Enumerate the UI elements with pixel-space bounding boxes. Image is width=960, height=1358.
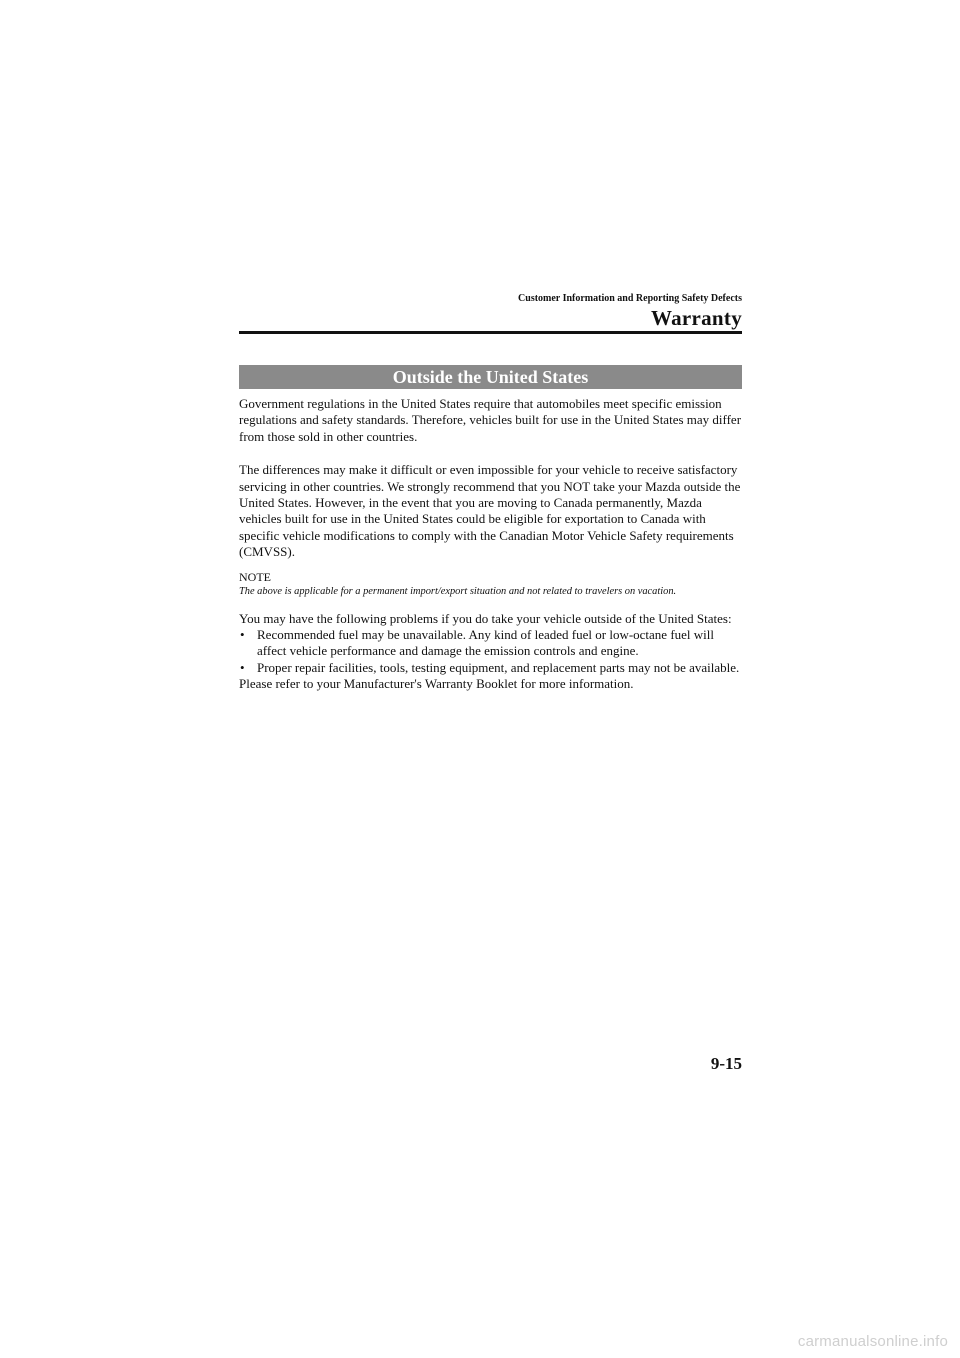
body-content: [239, 396, 742, 693]
section-title: Warranty: [650, 306, 742, 330]
topic-banner: Outside the United States: [239, 365, 742, 389]
note-label: NOTE: [239, 569, 271, 584]
list-item-text: Recommended fuel may be unavailable. Any kind of leaded fuel or low-octane fuel will affect vehicle performance and damage the emission controls and engine.: [257, 627, 715, 659]
watermark-text: carmanualsonline.info: [797, 1333, 948, 1350]
differences-paragraph: The differences may make it difficult or even impossible for your vehicle to receive satisfactory servicing in other countries. We strongly recommend that you NOT take your Mazda outside the United States. However, in the event that you are moving to Canada permanently, Mazda vehicles built for use in the United States could be eligible for exportation to Canada with specific vehicle modifications to comply with the Canadian Motor Vehicle Safety requirements (CMVSS).: [239, 462, 741, 560]
closing-paragraph: Please refer to your Manufacturer's Warranty Booklet for more information.: [239, 676, 634, 692]
intro-paragraph: Government regulations in the United States require that automobiles meet specific emission regulations and safety standards. Therefore, vehicles built for use in the United States may differ from those sold in other countries.: [239, 396, 742, 444]
list-item: [239, 627, 742, 660]
page-number: 9-15: [710, 1054, 742, 1073]
chapter-title: Customer Information and Reporting Safety Defects: [518, 293, 742, 304]
note-text: The above is applicable for a permanent import/export situation and not related to travelers on vacation.: [239, 585, 677, 597]
page-header: [239, 293, 742, 330]
header-divider: [239, 331, 742, 334]
problems-paragraph: You may have the following problems if you do take your vehicle outside of the United States:: [239, 610, 732, 626]
bullet-icon: •: [240, 659, 245, 675]
list-item: [239, 660, 742, 676]
bullet-icon: •: [240, 627, 245, 643]
problems-list: [239, 627, 742, 676]
list-item-text: Proper repair facilities, tools, testing equipment, and replacement parts may not be available.: [257, 659, 740, 675]
